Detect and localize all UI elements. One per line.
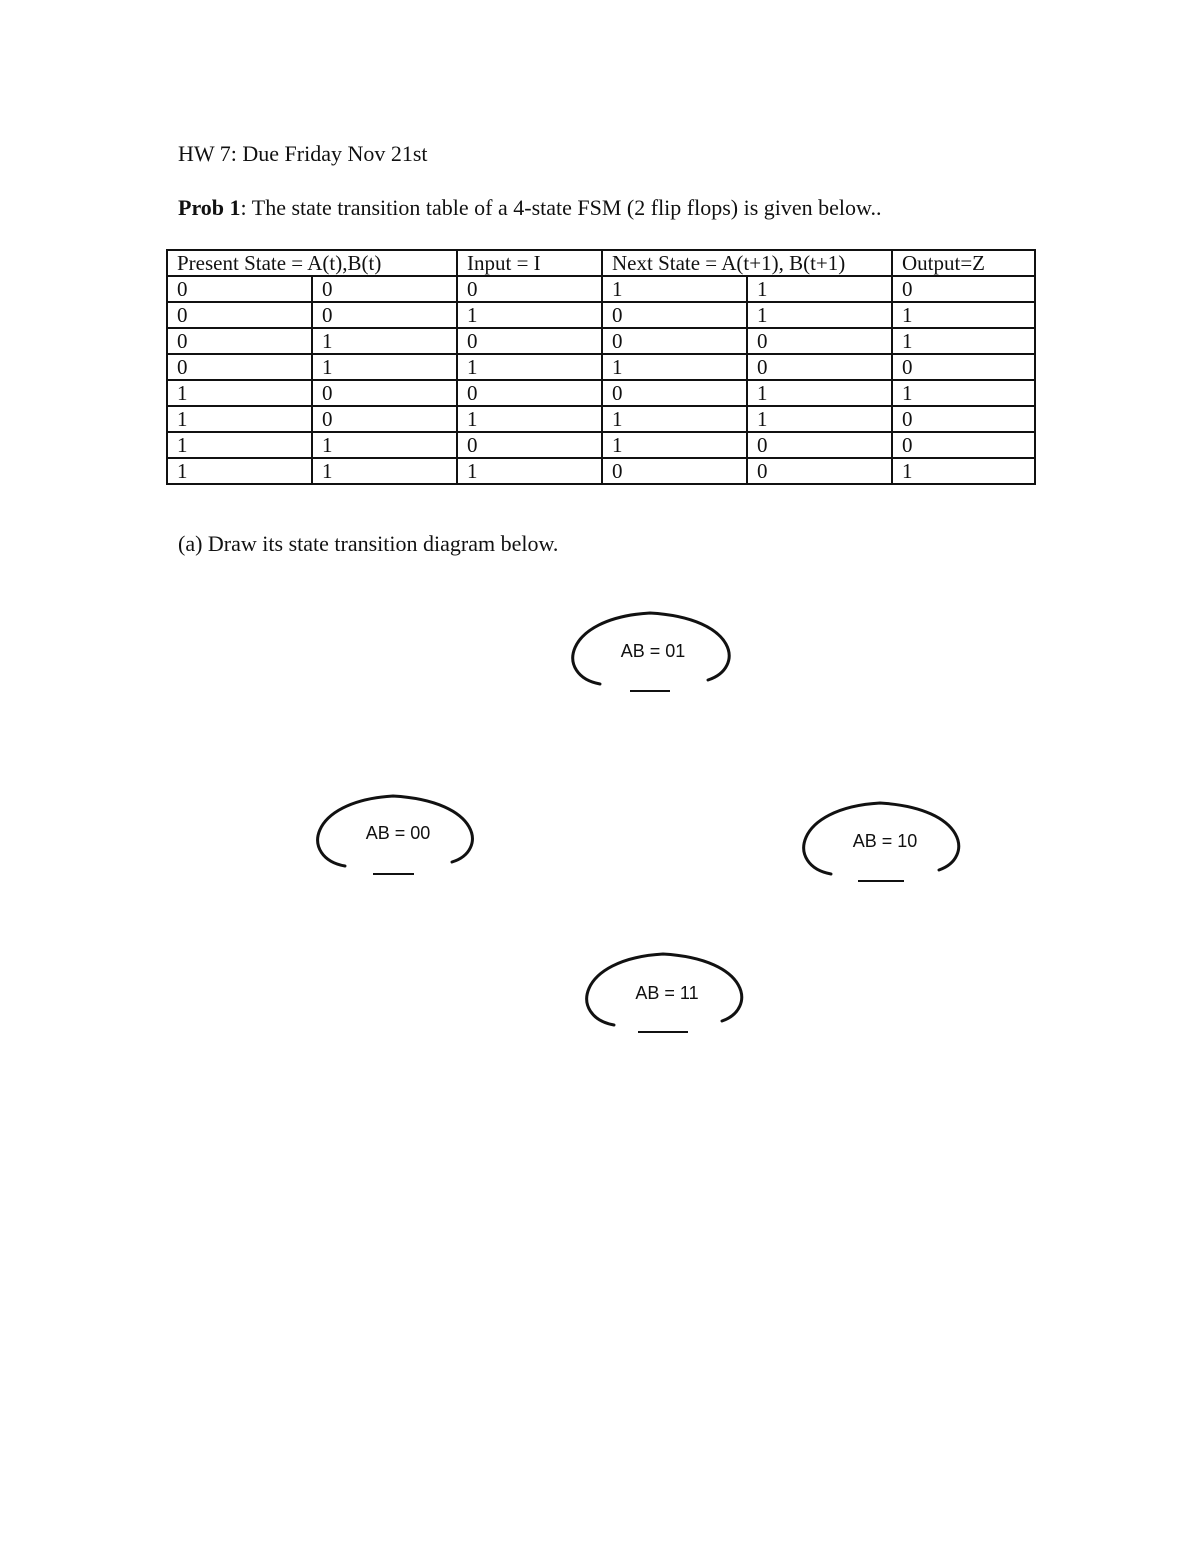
cell-a-next: 1 [602, 406, 747, 432]
cell-a-t: 0 [167, 302, 312, 328]
cell-output: 0 [892, 406, 1035, 432]
cell-a-next: 0 [602, 380, 747, 406]
cell-b-next: 1 [747, 302, 892, 328]
cell-a-t: 0 [167, 276, 312, 302]
cell-input: 1 [457, 354, 602, 380]
problem-label: Prob 1 [178, 195, 241, 220]
cell-input: 0 [457, 432, 602, 458]
cell-a-t: 1 [167, 458, 312, 484]
page-title: HW 7: Due Friday Nov 21st [178, 141, 428, 166]
cell-b-t: 0 [312, 302, 457, 328]
cell-output: 1 [892, 380, 1035, 406]
cell-a-t: 1 [167, 432, 312, 458]
cell-b-t: 1 [312, 458, 457, 484]
state-label-ab11: AB = 11 [635, 983, 699, 1003]
cell-b-t: 1 [312, 354, 457, 380]
state-label-ab10: AB = 10 [852, 831, 918, 851]
state-label-ab01: AB = 01 [620, 641, 686, 661]
cell-a-next: 0 [602, 458, 747, 484]
cell-input: 1 [457, 302, 602, 328]
cell-b-next: 1 [747, 380, 892, 406]
cell-output: 1 [892, 328, 1035, 354]
cell-b-t: 0 [312, 380, 457, 406]
state-node-ab01 [573, 613, 729, 691]
cell-a-next: 1 [602, 276, 747, 302]
header-present-state: Present State = A(t),B(t) [167, 250, 457, 276]
cell-input: 0 [457, 276, 602, 302]
cell-output: 1 [892, 458, 1035, 484]
header-output: Output=Z [892, 250, 1035, 276]
cell-output: 0 [892, 432, 1035, 458]
cell-b-next: 0 [747, 328, 892, 354]
cell-b-next: 0 [747, 432, 892, 458]
state-node-ab10 [804, 803, 959, 881]
cell-a-next: 1 [602, 354, 747, 380]
cell-b-t: 0 [312, 406, 457, 432]
cell-a-t: 0 [167, 328, 312, 354]
cell-b-next: 1 [747, 406, 892, 432]
state-node-ab11 [587, 954, 742, 1032]
part-a-instruction: (a) Draw its state transition diagram below. [178, 531, 559, 556]
cell-b-t: 0 [312, 276, 457, 302]
problem-text: The state transition table of a 4-state FSM (2 flip flops) is given below.. [246, 195, 882, 220]
cell-output: 0 [892, 354, 1035, 380]
state-label-ab00: AB = 00 [365, 823, 431, 843]
cell-b-next: 1 [747, 276, 892, 302]
cell-b-t: 1 [312, 328, 457, 354]
cell-output: 0 [892, 276, 1035, 302]
cell-b-t: 1 [312, 432, 457, 458]
cell-a-t: 0 [167, 354, 312, 380]
state-node-ab00 [318, 796, 473, 874]
cell-input: 1 [457, 406, 602, 432]
cell-a-next: 0 [602, 302, 747, 328]
cell-a-t: 1 [167, 406, 312, 432]
cell-a-t: 1 [167, 380, 312, 406]
header-next-state: Next State = A(t+1), B(t+1) [602, 250, 892, 276]
cell-a-next: 0 [602, 328, 747, 354]
problem-colon: : [240, 195, 247, 220]
cell-input: 1 [457, 458, 602, 484]
cell-input: 0 [457, 328, 602, 354]
cell-b-next: 0 [747, 458, 892, 484]
cell-output: 1 [892, 302, 1035, 328]
cell-input: 0 [457, 380, 602, 406]
cell-a-next: 1 [602, 432, 747, 458]
cell-b-next: 0 [747, 354, 892, 380]
header-input: Input = I [457, 250, 602, 276]
